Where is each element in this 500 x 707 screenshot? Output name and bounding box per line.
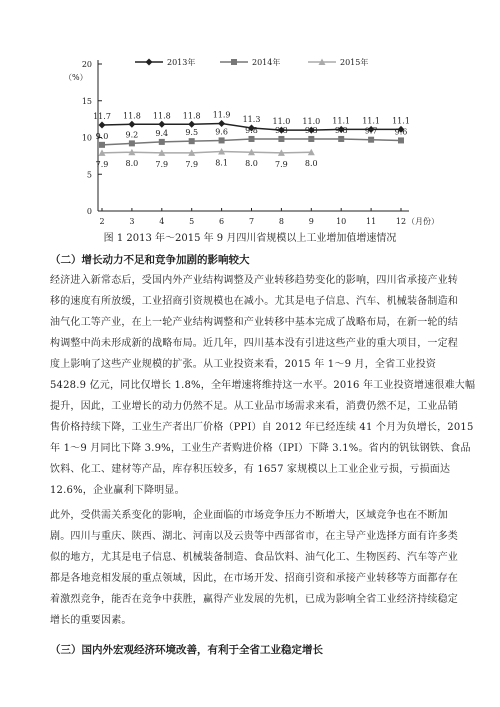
data-label: 7.9 xyxy=(275,159,288,169)
data-label: 9.6 xyxy=(394,127,408,137)
data-point xyxy=(159,139,165,145)
data-label: 7.9 xyxy=(155,159,169,169)
data-label: 9.7 xyxy=(364,126,378,136)
series-3 xyxy=(99,148,315,156)
data-point xyxy=(146,59,153,66)
x-tick-label: 5 xyxy=(189,217,195,226)
data-point xyxy=(249,136,255,142)
x-tick-label: 11 xyxy=(366,217,377,226)
text-line: 12.6%，企业赢利下降明显。 xyxy=(50,485,185,496)
data-point xyxy=(128,121,135,128)
data-label: 11.0 xyxy=(302,117,321,127)
section-heading-3: （三）国内外宏观经济环境改善，有利于全省工业稳定增长 xyxy=(50,644,323,656)
series-2 xyxy=(99,136,404,148)
text-line: 移的速度有所放缓，工业招商引资规模也在减小。尤其是电子信息、汽车、机械装备制造和 xyxy=(50,296,458,307)
data-label: 11.1 xyxy=(392,116,410,126)
data-label: 7.9 xyxy=(95,159,109,169)
y-tick-label: 0 xyxy=(86,207,92,216)
line-chart xyxy=(30,48,439,228)
x-tick-label: 2 xyxy=(99,217,105,226)
data-label: 11.3 xyxy=(242,114,261,124)
data-point xyxy=(99,142,105,148)
x-axis-unit-label: （月份） xyxy=(407,217,439,226)
legend-item xyxy=(220,59,248,65)
text-line: 似的地方，尤其是电子信息、机械装备制造、食品饮料、油气化工、生物医药、汽车等产业 xyxy=(50,552,458,563)
data-point xyxy=(219,137,225,143)
x-tick-label: 10 xyxy=(336,217,347,226)
x-tick-label: 4 xyxy=(159,217,165,226)
text-line: 5428.9 亿元，同比仅增长 1.8%，全年增速将维持这一水平。2016 年工业投资增速很难大幅 xyxy=(50,380,476,391)
data-point xyxy=(218,120,225,127)
y-tick-label: 5 xyxy=(86,170,92,180)
data-label: 9.4 xyxy=(155,128,169,138)
x-tick-label: 9 xyxy=(308,217,314,226)
paragraph-1 xyxy=(50,270,476,501)
section-heading-2: （二）增长动力不足和竞争加剧的影响较大 xyxy=(50,254,250,266)
data-point xyxy=(338,136,344,142)
x-tick-label: 6 xyxy=(219,217,225,226)
data-label: 11.8 xyxy=(182,111,201,121)
text-line: 度上影响了这些产业规模的扩张。从工业投资来看，2015 年 1～9 月，全省工业投资 xyxy=(50,359,437,370)
data-label: 9.8 xyxy=(334,125,348,135)
data-point xyxy=(189,138,195,144)
data-point xyxy=(398,137,404,143)
data-label: 8.0 xyxy=(304,159,318,169)
data-label: 8.1 xyxy=(215,158,228,168)
paragraph-2 xyxy=(50,505,460,631)
data-label: 7.9 xyxy=(185,159,199,169)
data-label: 9.2 xyxy=(125,130,139,140)
data-label: 9.0 xyxy=(95,131,109,141)
text-line: 增长的重要因素。 xyxy=(50,615,132,626)
text-line: 年 1～9 月同比下降 3.9%，工业生产者购进价格（IPI）下降 3.1%。省内的钒钛钢铁、食品 xyxy=(50,443,471,454)
data-point xyxy=(368,137,374,143)
legend-label: 2013年 xyxy=(167,58,196,67)
data-label: 11.8 xyxy=(152,111,171,121)
data-label: 11.1 xyxy=(362,116,381,126)
data-label: 8.0 xyxy=(125,159,139,169)
x-tick-label: 7 xyxy=(248,217,255,226)
text-line: 都是各地竞相发展的重点领域，因此，在市场开发、招商引资和承接产业转移等方面都存在 xyxy=(50,573,458,584)
text-line: 油气化工等产业，在上一轮产业结构调整和产业转移中基本完成了战略布局，在新一轮的结 xyxy=(50,317,458,328)
data-label: 9.5 xyxy=(185,128,199,138)
data-point xyxy=(188,121,195,128)
data-point xyxy=(308,136,314,142)
data-label: 9.6 xyxy=(215,127,228,137)
data-label: 11.0 xyxy=(272,117,291,127)
data-point xyxy=(158,121,165,128)
text-line: 提升，因此，工业增长的动力仍然不足。从工业品市场需求来看，消费仍然不足，工业品销 xyxy=(50,401,458,412)
data-label: 9.8 xyxy=(304,125,318,135)
y-tick-label: 20 xyxy=(81,60,92,69)
text-line: 饮料、化工、建材等产品，库存积压较多，有 1657 家规模以上工业企业亏损，亏损面达 xyxy=(50,464,451,475)
text-line: 经济进入新常态后，受国内外产业结构调整及产业转移趋势变化的影响，四川省承接产业转 xyxy=(50,275,458,286)
data-point xyxy=(278,136,284,142)
text-line: 剧。四川与重庆、陕西、湖北、河南以及云贵等中西部省市，在主导产业选择方面有许多类 xyxy=(50,531,458,542)
data-label: 11.7 xyxy=(93,112,111,122)
data-label: 9.8 xyxy=(275,125,288,135)
data-point xyxy=(129,140,135,146)
data-label: 11.8 xyxy=(122,111,141,121)
data-label: 11.1 xyxy=(332,116,351,126)
legend-label: 2014年 xyxy=(252,58,281,67)
figure-caption: 图 1 2013 年～2015 年 9 月四川省规模以上工业增加值增速情况 xyxy=(103,233,397,244)
data-point xyxy=(231,59,237,65)
y-tick-label: 15 xyxy=(81,96,92,106)
y-tick-label: 10 xyxy=(81,133,92,143)
legend-label: 2015年 xyxy=(340,58,369,67)
legend-item xyxy=(135,59,163,66)
text-line: 售价格持续下降，工业生产者出厂价格（PPI）自 2012 年已经连续 41 个月为负增长，2015 xyxy=(50,422,474,433)
text-line: 此外，受供需关系变化的影响，企业面临的市场竞争压力不断增大，区域竞争也在不断加 xyxy=(50,510,448,521)
data-label: 9.8 xyxy=(245,125,258,135)
data-point xyxy=(99,122,106,129)
text-line: 着激烈竞争，能否在竞争中获胜，赢得产业发展的先机，已成为影响全省工业经济持续稳定 xyxy=(50,594,458,605)
legend-item xyxy=(308,59,336,66)
x-tick-label: 8 xyxy=(278,217,284,226)
x-tick-label: 12 xyxy=(395,217,407,226)
text-line: 构调整中尚未形成新的战略布局。近几年，四川基本没有引进这些产业的重大项目，一定程 xyxy=(50,338,458,349)
data-label: 8.0 xyxy=(245,159,258,169)
y-axis-label: （%） xyxy=(64,73,88,82)
x-tick-label: 3 xyxy=(129,217,135,226)
data-label: 11.9 xyxy=(212,110,231,120)
